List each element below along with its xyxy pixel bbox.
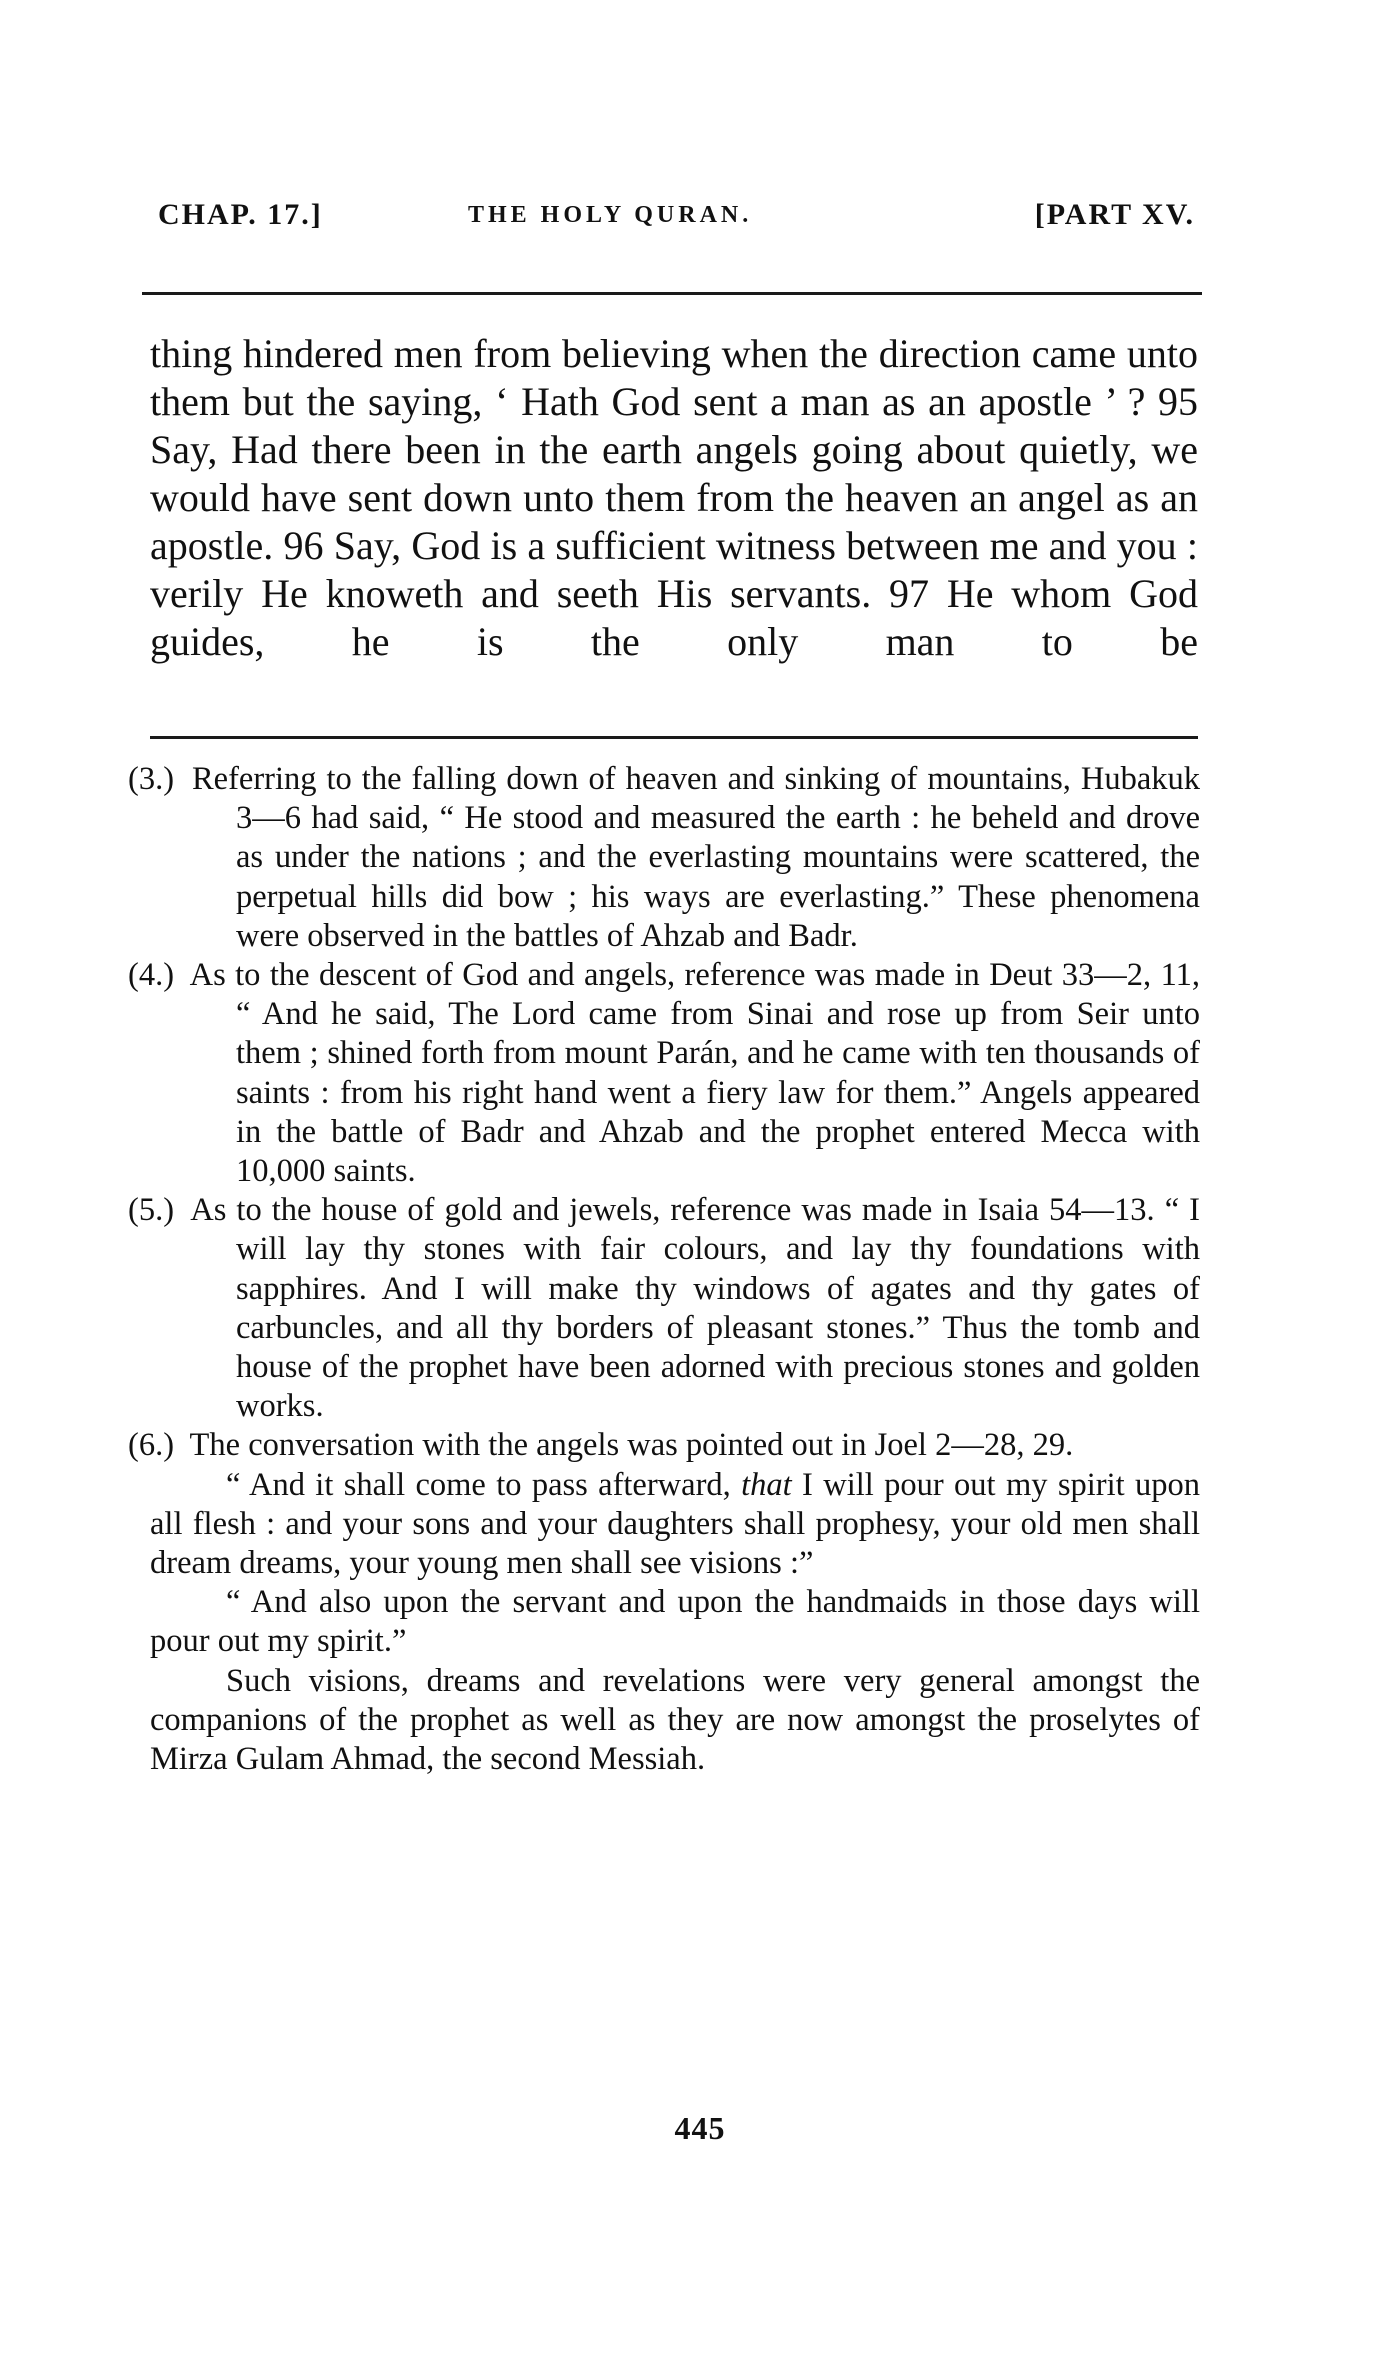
footnote-4: (4.) As to the descent of God and angels, reference was made in Deut 33—2, 11, “ And he said, The Lord came from Sinai and rose up from Seir unto them ; shined forth from mount Parán, and he came with ten thousands of saints : from his right hand went a fiery law for them.” Angels appeared in the battle of Badr and Ahzab and the prophet entered Mecca with 10,000 saints. [128, 957, 1200, 1190]
footnote-text: Referring to the falling down of heaven and sinking of mountains, Hubakuk 3—6 had said, “ He stood and measured the earth : he beheld and drove as under the nations ; and the everlasting mountains were scattered, the perpetual hills did bow ; his ways are everlasting.” These phenomena were observed in the battles of Ahzab and Badr. [192, 761, 1200, 954]
closing-paragraph: Such visions, dreams and revelations were very general amongst the companions of the prophet as well as they are now amongst the proselytes of Mirza Gulam Ahmad, the second Messiah. [150, 1662, 1200, 1778]
quote-text-end: I will pour out my spirit upon all flesh : and your sons and your daughters shall prophesy, your old men shall dream dreams, your young men shall see visions :” [150, 1466, 1200, 1582]
quote-text-start: “ And it shall come to pass afterward, [226, 1466, 742, 1503]
header-rule [142, 292, 1202, 295]
page-number: 445 [674, 2110, 726, 2146]
footnote-text: The conversation with the angels was pointed out in Joel 2—28, 29. [189, 1427, 1074, 1464]
footnote-3: (3.) Referring to the falling down of heaven and sinking of mountains, Hubakuk 3—6 had said, “ He stood and measured the earth : he beheld and drove as under the nations ; and the everlasting mountains were scattered, the perpetual hills did bow ; his ways are everlasting.” These phenomena were observed in the battles of Ahzab and Badr. [128, 761, 1200, 954]
main-text [150, 330, 1198, 666]
page [150, 180, 1195, 240]
chapter-label: CHAP. 17.] [158, 198, 323, 231]
book-title: THE HOLY QURAN. [468, 202, 753, 228]
footnotes [128, 760, 1200, 1779]
footnote-rule [150, 736, 1198, 739]
quote-paragraph [150, 1466, 1200, 1584]
footnote-5: (5.) As to the house of gold and jewels, reference was made in Isaia 54—13. “ I will lay thy stones with fair colours, and lay thy foundations with sapphires. And I will make thy windows of agates and thy gates of carbuncles, and all thy borders of pleasant stones.” Thus the tomb and house of the prophet have been adorned with precious stones and golden works. [128, 1192, 1200, 1425]
footnote-text: As to the descent of God and angels, reference was made in Deut 33—2, 11, “ And he said, The Lord came from Sinai and rose up from Seir unto them ; shined forth from mount Parán, and he came with ten thousands of saints : from his right hand went a fiery law for them.” Angels appeared in the battle of Badr and Ahzab and the prophet entered Mecca with 10,000 saints. [189, 957, 1200, 1190]
footnote-text: As to the house of gold and jewels, reference was made in Isaia 54—13. “ I will lay thy stones with fair colours, and lay thy foundations with sapphires. And I will make thy windows of agates and thy gates of carbuncles, and all thy borders of pleasant stones.” Thus the tomb and house of the prophet have been adorned with precious stones and golden works. [190, 1192, 1200, 1425]
quote-paragraph-2: “ And also upon the servant and upon the handmaids in those days will pour out my spirit.” [150, 1584, 1200, 1660]
quote-italic-word: that [741, 1466, 792, 1503]
running-header [150, 180, 1195, 240]
footnote-6: (6.) The conversation with the angels was pointed out in Joel 2—28, 29. [128, 1427, 1074, 1464]
main-paragraph: thing hindered men from believing when the direction came unto them but the saying, ‘ Hath God sent a man as an apostle ’ ? 95 Say, Had there been in the earth angels going about quietly, we would have sent down unto them from the heaven an angel as an apostle. 96 Say, God is a sufficient witness between me and you : verily He knoweth and seeth His servants. 97 He whom God guides, he is the only man to be [150, 331, 1198, 664]
part-label: [PART XV. [1034, 198, 1195, 231]
